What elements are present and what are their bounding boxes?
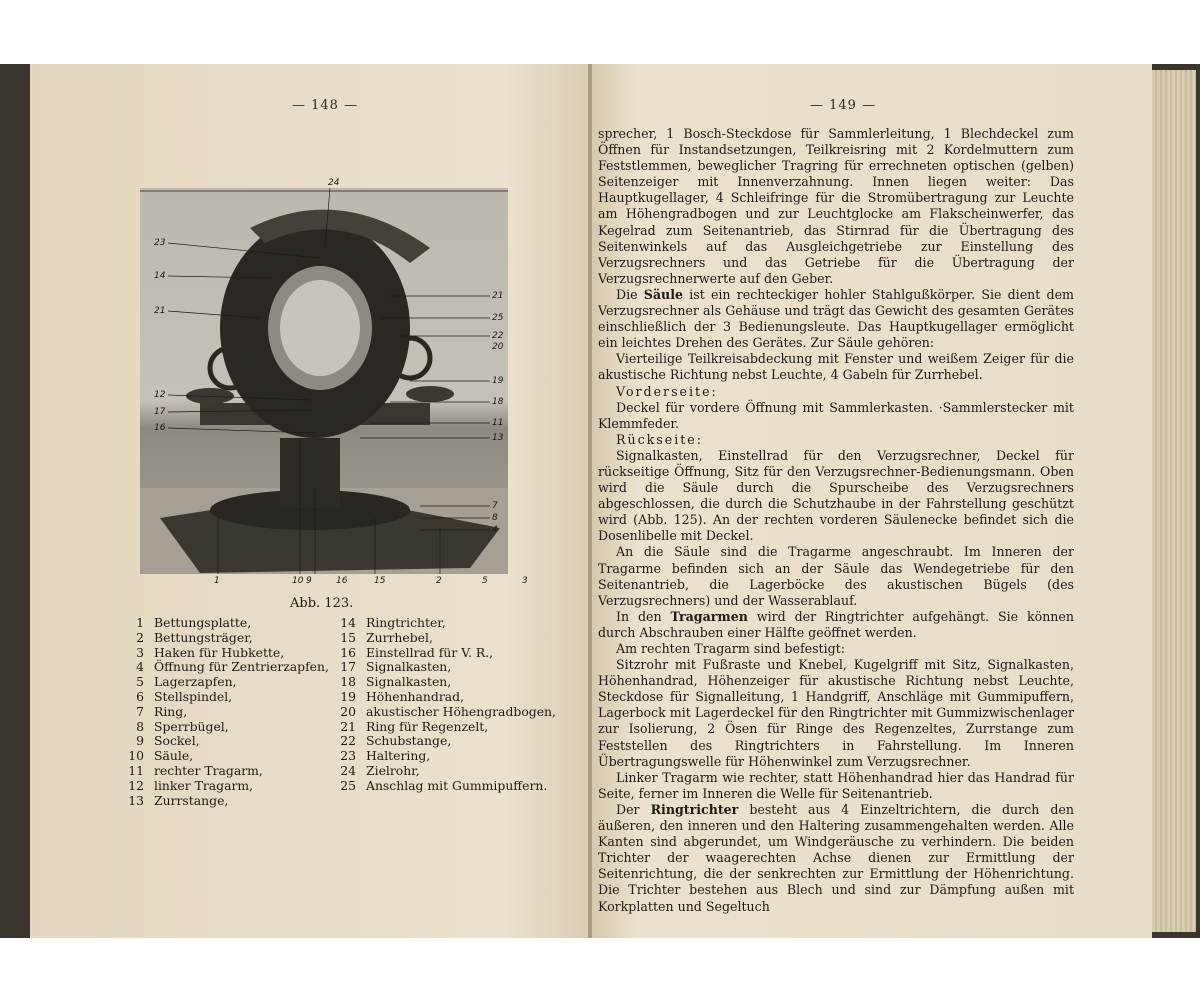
legend-item: 3 Haken für Hubkette,: [136, 644, 285, 660]
callout-right-4: 20: [492, 342, 504, 352]
callout-bottom-2: 10: [292, 576, 304, 586]
paragraph: sprecher, 1 Bosch-Steckdose für Sammlerleitung, 1 Blechdeckel zum Öffnen für Instandsetzungen, Teilkreisring mit 2 Kordelmuttern zum Feststlemmen, beweglicher Tragring für errechneten optischen (gelben) Seitenzeiger mit Innenverzahnung. Innen liegen weiter: Das Hauptkugellager, 4 Schleifringe für die Stromübertragung zur Leuchte am Höhengradbogen und zur Leuchtglocke am Flakscheinwerfer, das Kegelrad zum Seitenantrieb, das Stirnrad für die Übertragung des Seitenwinkels auf das Ausgleichgetriebe zur Einstellung des Verzugsrechners und das Getriebe für die Übertragung der Verzugsrechnerwerte auf den Geber.: [598, 126, 1074, 286]
legend-item: 17 Signalkasten,: [340, 659, 452, 675]
page-edges: [1152, 70, 1196, 932]
callout-bottom-4: 16: [336, 576, 348, 586]
legend-item: 19 Höhenhandrad,: [340, 688, 465, 704]
callout-right-3: 22: [492, 331, 504, 341]
legend-item: 2 Bettungsträger,: [136, 629, 253, 645]
callout-left-1: 23: [154, 238, 166, 248]
left-page: [30, 64, 590, 938]
page-number-left: — 148 —: [292, 98, 359, 113]
legend-item: 18 Signalkasten,: [340, 674, 452, 690]
callout-right-9: 7: [492, 501, 498, 511]
callout-right-10: 8: [492, 513, 498, 523]
legend-item: 9 Sockel,: [136, 733, 200, 749]
legend-item: 23 Haltering,: [340, 748, 431, 764]
legend-item: 24 Zielrohr,: [340, 762, 420, 778]
callout-left-6: 16: [154, 423, 166, 433]
column: [280, 438, 340, 508]
callout-right-7: 11: [492, 418, 504, 428]
open-book: [0, 64, 1200, 938]
page-number-right: — 149 —: [810, 98, 877, 113]
sound-locator-illustration: [140, 188, 508, 574]
callout-right-6: 18: [492, 397, 504, 407]
callout-bottom-1: 1: [214, 576, 220, 586]
ring-funnel-inner: [280, 280, 360, 376]
callout-right-1: 21: [492, 291, 504, 301]
paragraph: In den Tragarmen wird der Ringtrichter aufgehängt. Sie können durch Abschrauben einer Hälfte geöffnet werden.: [598, 608, 1074, 640]
paragraph: Deckel für vordere Öffnung mit Sammlerkasten. ·Sammlerstecker mit Klemmfeder.: [598, 399, 1074, 431]
legend-item: 16 Einstellrad für V. R.,: [340, 644, 494, 660]
callout-right-8: 13: [492, 433, 504, 443]
callout-bottom-5: 15: [374, 576, 386, 586]
legend-item: 15 Zurrhebel,: [340, 629, 433, 645]
callout-left-5: 17: [154, 407, 166, 417]
legend-item: 4 Öffnung für Zentrierzapfen,: [136, 659, 329, 675]
callout-left-3: 21: [154, 306, 166, 316]
legend-item: 7 Ring,: [136, 703, 188, 719]
paragraph: Signalkasten, Einstellrad für den Verzugsrechner, Deckel für rückseitige Öffnung, Sitz für den Verzugsrechner-Bedienungsmann. Oben wird die Säule durch die Spurscheibe des Verzugsrechners abgeschlossen, die durch die Schutzhaube in der Fahrstellung geschützt wird (Abb. 125). An der rechten vorderen Säulenecke befindet sich die Dosenlibelle mit Deckel.: [598, 447, 1074, 544]
legend-list-right: [330, 616, 556, 794]
callout-right-11: 4: [492, 525, 498, 535]
paragraph: Am rechten Tragarm sind befestigt:: [616, 641, 845, 656]
callout-right-5: 19: [492, 376, 504, 386]
legend-item: 5 Lagerzapfen,: [136, 674, 237, 690]
callout-bottom-8: 3: [522, 576, 528, 586]
legend-list-left: [118, 616, 329, 808]
legend-item: 13 Zurrstange,: [128, 792, 229, 808]
legend-item: 11 rechter Tragarm,: [128, 762, 263, 778]
paragraph: An die Säule sind die Tragarme angeschraubt. Im Inneren der Tragarme befinden sich an der Säule das Wendegetriebe für den Seitenantrieb, die Lagerböcke des akustischen Bügels (des Verzugsrechners) und der Wasserablauf.: [598, 544, 1074, 608]
right-page: [592, 64, 1152, 938]
callout-bottom-7: 5: [482, 576, 488, 586]
paragraph: Der Ringtrichter besteht aus 4 Einzeltrichtern, die durch den äußeren, den inneren und den Haltering zusammengehalten werden. Alle Kanten sind abgerundet, um Windgeräusche zu verhindern. Die beiden Trichter der waagerechten Achse dienen zur Ermittlung der Seitenrichtung, die der senkrechten zur Ermittlung der Höhenrichtung. Die Trichter bestehen aus Blech und sind zur Dämpfung außen mit Korkplatten und Segeltuch: [598, 801, 1074, 914]
legend-item: 20 akustischer Höhengradbogen,: [340, 703, 556, 719]
legend-item: 22 Schubstange,: [340, 733, 452, 749]
legend-item: 12 linker Tragarm,: [128, 777, 254, 793]
legend-item: 8 Sperrbügel,: [136, 718, 229, 734]
legend-item: 21 Ring für Regenzelt,: [340, 718, 489, 734]
callout-bottom-6: 2: [436, 576, 442, 586]
paragraph: Die Säule ist ein rechteckiger hohler Stahlgußkörper. Sie dient dem Verzugsrechner als Gehäuse und trägt das Gewicht des gesamten Gerätes einschließlich der 3 Bedienungsleute. Das Hauptkugellager ermöglicht ein leichtes Drehen des Gerätes. Zur Säule gehören:: [598, 286, 1074, 351]
callout-left-2: 14: [154, 271, 166, 281]
legend-item: 1 Bettungsplatte,: [136, 615, 252, 630]
section-heading-back: Rückseite:: [616, 431, 703, 447]
legend-item: 25 Anschlag mit Gummipuffern.: [340, 777, 548, 793]
callout-bottom-3: 9: [306, 576, 312, 586]
paragraph: Vierteilige Teilkreisabdeckung mit Fenster und weißem Zeiger für die akustische Richtung nebst Leuchte, 4 Gabeln für Zurrhebel.: [598, 351, 1074, 383]
section-heading-front: Vorderseite:: [616, 383, 718, 399]
legend-item: 6 Stellspindel,: [136, 688, 233, 704]
body-text: [598, 126, 1074, 915]
figure-caption: Abb. 123.: [290, 596, 354, 611]
paragraph: Linker Tragarm wie rechter, statt Höhenhandrad hier das Handrad für Seite, ferner im Inneren die Welle für Seitenantrieb.: [598, 769, 1074, 801]
callout-left-4: 12: [154, 390, 166, 400]
legend-item: 14 Ringtrichter,: [340, 615, 446, 630]
paragraph: Sitzrohr mit Fußraste und Knebel, Kugelgriff mit Sitz, Signalkasten, Höhenhandrad, Höhenzeiger für akustische Richtung nebst Leuchte, Steckdose für Signalleitung, 1 Handgriff, Anschläge mit Gummipuffern, Lagerbock mit Lagerdeckel für den Ringtrichter mit Gummizwischenlager zur Isolierung, 2 Ösen für Ringe des Regenzeltes, Zurrstange zum Feststellen des Ringtrichters in Fahrstellung. Im Inneren Übertragungswelle für Höhenwinkel zum Verzugsrechner.: [598, 657, 1074, 769]
callout-top: 24: [328, 178, 340, 188]
figure-sound-locator-photo: [140, 178, 528, 586]
callout-right-2: 25: [492, 313, 504, 323]
legend-item: 10 Säule,: [128, 748, 194, 764]
seat-right: [406, 386, 454, 402]
